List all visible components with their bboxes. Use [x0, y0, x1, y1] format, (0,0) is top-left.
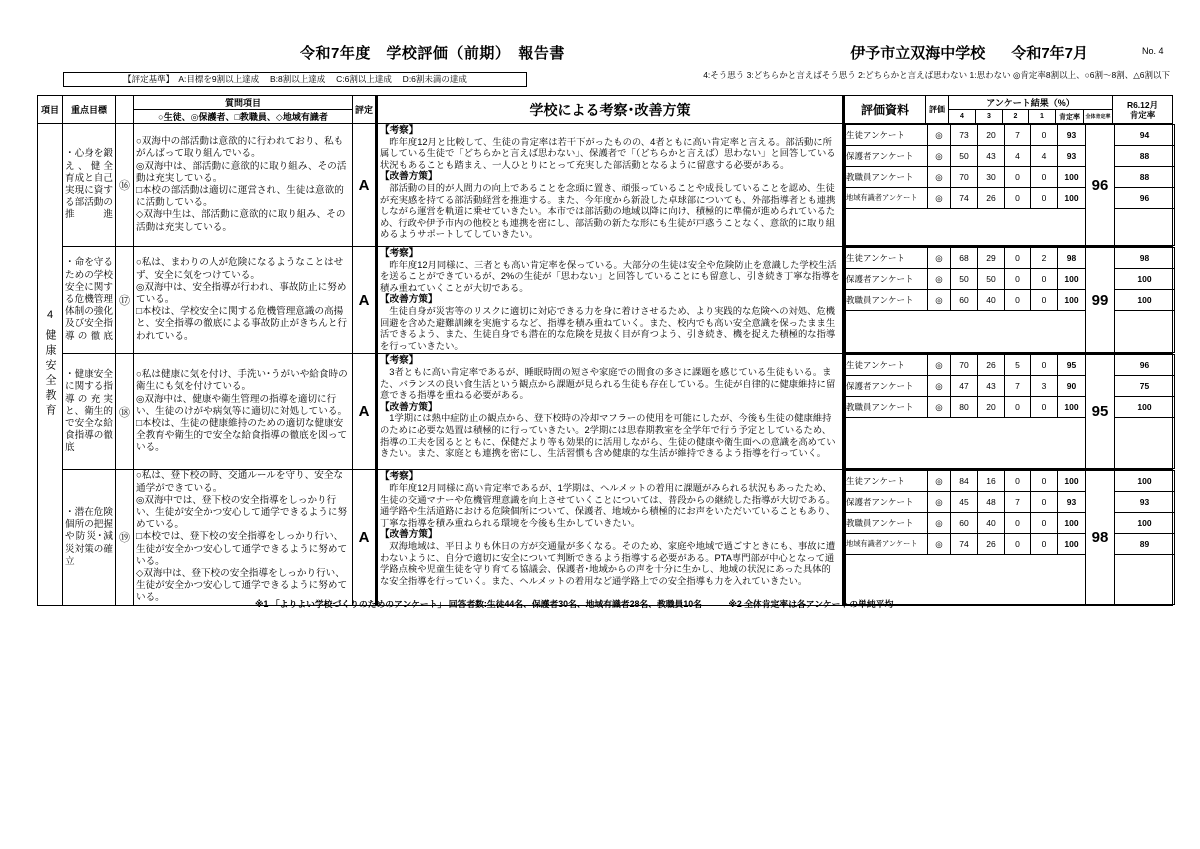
- analysis: [377, 470, 844, 605]
- survey-source: 生徒アンケート: [846, 248, 928, 269]
- survey-filler: [846, 418, 1175, 469]
- survey-cell: [844, 354, 1173, 470]
- survey-4: 70: [951, 167, 978, 188]
- survey-eval: ◎: [928, 248, 951, 269]
- survey-source: 地域有識者アンケート: [846, 188, 928, 209]
- survey-4: 50: [951, 269, 978, 290]
- survey-row: [846, 248, 1175, 269]
- rating: A: [353, 124, 377, 247]
- col-goal: 重点目標: [63, 96, 116, 124]
- survey-3: 20: [978, 397, 1005, 418]
- survey-row: [846, 167, 1175, 188]
- survey-3: 40: [978, 513, 1005, 534]
- survey-1: 4: [1031, 146, 1058, 167]
- survey-source: 教職員アンケート: [846, 290, 928, 311]
- survey-2: 5: [1005, 355, 1031, 376]
- col-num: [116, 96, 134, 124]
- survey-2: 0: [1005, 290, 1031, 311]
- survey-eval: ◎: [928, 167, 951, 188]
- survey-row: [846, 534, 1175, 555]
- rating: A: [353, 470, 377, 605]
- survey-2: 0: [1005, 513, 1031, 534]
- survey-row: [846, 376, 1175, 397]
- filler-cell: [846, 418, 1086, 469]
- survey-prev: 100: [1115, 290, 1175, 311]
- survey-eval: ◎: [928, 290, 951, 311]
- survey-4: 73: [951, 125, 978, 146]
- goal: ・潜在危険個所の把握や防災･減災対策の確立: [63, 470, 116, 605]
- survey-4: 60: [951, 513, 978, 534]
- survey-prev: 75: [1115, 376, 1175, 397]
- survey-3: 30: [978, 167, 1005, 188]
- survey-eval: ◎: [928, 146, 951, 167]
- question-number: ⑲: [116, 470, 134, 605]
- kousatsu-label: 【考察】: [380, 471, 419, 483]
- filler-cell: [1115, 555, 1175, 604]
- question-text: ○双海中の部活動は意欲的に行われており、私もがんばって取り組んでいる。 ◎双海中は、部活動に意欲的に取り組み、その活動は充実している。 □本校の部活動は適切に運営され、生徒は意欲的に活動している。 ◇双海中生は、部活動に意欲的に取り組み、その活動は充実している。: [136, 136, 347, 233]
- survey-row: [846, 492, 1175, 513]
- survey-prev: 96: [1115, 355, 1175, 376]
- evaluation-table: [37, 95, 1173, 606]
- survey-4: 68: [951, 248, 978, 269]
- survey-3: 26: [978, 188, 1005, 209]
- survey-3: 43: [978, 146, 1005, 167]
- kousatsu-label: 【考察】: [380, 248, 419, 259]
- survey-3: 16: [978, 471, 1005, 492]
- survey-2: 7: [1005, 376, 1031, 397]
- survey-prev: 100: [1115, 513, 1175, 534]
- survey-eval: ◎: [928, 376, 951, 397]
- survey-positive: 100: [1058, 188, 1086, 209]
- col-analysis: 学校による考察･改善方策: [377, 96, 844, 124]
- survey-table: [845, 470, 1175, 604]
- survey-positive: 100: [1058, 269, 1086, 290]
- survey-cell: [844, 470, 1173, 605]
- school-name: 伊予市立双海中学校: [850, 45, 986, 62]
- section-row: [38, 470, 1173, 605]
- questions: [134, 124, 353, 247]
- survey-positive: 100: [1058, 513, 1086, 534]
- question-number: ⑰: [116, 247, 134, 354]
- questions: [134, 247, 353, 354]
- survey-1: 0: [1031, 355, 1058, 376]
- survey-2: 0: [1005, 188, 1031, 209]
- overall-positive: 99: [1086, 248, 1115, 353]
- survey-1: 0: [1031, 125, 1058, 146]
- survey-row: [846, 471, 1175, 492]
- col-rating: 評定: [353, 96, 377, 124]
- survey-prev: 100: [1115, 471, 1175, 492]
- survey-positive: 98: [1058, 248, 1086, 269]
- survey-filler: [846, 209, 1175, 246]
- survey-eval: ◎: [928, 269, 951, 290]
- survey-4: 50: [951, 146, 978, 167]
- survey-filler: [846, 311, 1175, 353]
- survey-positive: 100: [1058, 290, 1086, 311]
- survey-4: 74: [951, 188, 978, 209]
- item-name: 健康安全教育: [44, 329, 56, 420]
- survey-row: [846, 397, 1175, 418]
- survey-3: 50: [978, 269, 1005, 290]
- survey-prev: 88: [1115, 146, 1175, 167]
- questions: [134, 354, 353, 470]
- survey-4: 70: [951, 355, 978, 376]
- survey-table: [845, 247, 1175, 353]
- rating: A: [353, 247, 377, 354]
- survey-3: 20: [978, 125, 1005, 146]
- col-prev-line2: 肯定率: [1129, 109, 1156, 120]
- col-4: 4: [949, 110, 976, 124]
- survey-4: 74: [951, 534, 978, 555]
- filler-cell: [846, 209, 1086, 246]
- survey-positive: 93: [1058, 492, 1086, 513]
- col-positive: 肯定率: [1056, 110, 1084, 124]
- survey-prev: 88: [1115, 167, 1175, 188]
- survey-eval: ◎: [928, 471, 951, 492]
- col-3: 3: [976, 110, 1003, 124]
- survey-positive: 95: [1058, 355, 1086, 376]
- survey-3: 29: [978, 248, 1005, 269]
- section-row: [38, 354, 1173, 470]
- survey-table: [845, 354, 1175, 469]
- survey-positive: 100: [1058, 397, 1086, 418]
- kaizen-text: 部活動の目的が人間力の向上であることを念頭に置き、頑張っていることや成長していることを認め、生徒が充実感を持てる部活動経営を推進する。また、今年度から新設した卓球部についても、外部指導者とも連携しながら運営を軌道に乗せていきたい。本市では部活動の地域以降に向け、積極的に準備が進められているため、行政や伊予市内の他校とも連携を密にし、部活動の新たな形にも生徒が戸惑うことなく、意欲的に取り組めるようサポートしてしていきたい。: [380, 182, 836, 240]
- survey-positive: 100: [1058, 167, 1086, 188]
- survey-2: 4: [1005, 146, 1031, 167]
- kaizen-text: 双海地域は、平日よりも休日の方が交通量が多くなる。そのため、家庭や地域で過ごすときにも、事故に遭わないように、自分で適切に安全について判断できるよう指導する必要がある。PTA専門部が中心となって通学路点検や児童生徒を守り育てる協議会、保護者･地域からの声を十分に生かし、地域の状況にあった具体的な安全指導を行っていく。また、ヘルメットの着用など通学路上での安全指導も力を入れていきたい。: [380, 540, 836, 586]
- survey-prev: 94: [1115, 125, 1175, 146]
- analysis: [377, 354, 844, 470]
- goal: ・健康安全に関する指導の充実と、衛生的で安全な給食指導の徹底: [63, 354, 116, 470]
- survey-4: 47: [951, 376, 978, 397]
- page-number: No. 4: [1142, 46, 1164, 56]
- report-title: 令和7年度 学校評価（前期） 報告書: [300, 45, 565, 62]
- survey-1: 2: [1031, 248, 1058, 269]
- col-source: 評価資料: [844, 96, 926, 124]
- survey-positive: 93: [1058, 125, 1086, 146]
- questions: [134, 470, 353, 605]
- survey-1: 0: [1031, 167, 1058, 188]
- rating-criteria: 【評定基準】 A:目標を9割以上達成 B:8割以上達成 C:6割以上達成 D:6割未満の達成: [63, 72, 527, 87]
- survey-source: 生徒アンケート: [846, 125, 928, 146]
- survey-eval: ◎: [928, 534, 951, 555]
- col-question: 質問項目: [134, 96, 353, 110]
- survey-prev: 93: [1115, 492, 1175, 513]
- survey-source: 生徒アンケート: [846, 355, 928, 376]
- kousatsu-text: 昨年度12月と比較して、生徒の肯定率は若干下がったものの、4者ともに高い肯定率と言える。部活動に所属している生徒で「どちらかと言えば思わない」、保護者で「（どちらかと言えば）思わない」と回答している状況もあることも踏まえ、一人ひとりにとって充実した部活動となるように留意する必要がある。: [380, 136, 836, 170]
- survey-source: 保護者アンケート: [846, 492, 928, 513]
- survey-4: 60: [951, 290, 978, 311]
- survey-prev: 89: [1115, 534, 1175, 555]
- kaizen-text: 生徒自身が災害等のリスクに適切に対応できる力を身に着けさせるため、より実践的な危険への対処、危機回避を含めた避難訓練を実施するなど、指導を積み重ねていく。また、校内でも高い安全意識を保ったまま生活できるよう、また、生徒自身でも潜在的な危険を見抜く目が育つよう、引き続き、機を捉えた積極的な指導を行っていきたい。: [380, 305, 836, 351]
- survey-eval: ◎: [928, 125, 951, 146]
- goal: ・命を守るための学校安全に関する危機管理体制の強化及び安全指導の徹底: [63, 247, 116, 354]
- survey-cell: [844, 124, 1173, 247]
- survey-row: [846, 146, 1175, 167]
- item-number: 4: [46, 309, 54, 322]
- survey-1: 0: [1031, 290, 1058, 311]
- item-cell: [38, 124, 63, 606]
- section-row: [38, 124, 1173, 247]
- goal: ・心身を鍛え、健全育成と自己実現に資する部活動の推進: [63, 124, 116, 247]
- survey-source: 生徒アンケート: [846, 471, 928, 492]
- survey-eval: ◎: [928, 188, 951, 209]
- survey-4: 80: [951, 397, 978, 418]
- rating: A: [353, 354, 377, 470]
- survey-row: [846, 125, 1175, 146]
- survey-2: 7: [1005, 492, 1031, 513]
- survey-1: 0: [1031, 397, 1058, 418]
- survey-row: [846, 355, 1175, 376]
- analysis: [377, 247, 844, 354]
- survey-2: 0: [1005, 167, 1031, 188]
- overall-positive: 98: [1086, 471, 1115, 604]
- survey-1: 0: [1031, 492, 1058, 513]
- survey-prev: 100: [1115, 269, 1175, 290]
- survey-row: [846, 269, 1175, 290]
- survey-eval: ◎: [928, 397, 951, 418]
- kousatsu-text: 昨年度12月同様に、三者とも高い肯定率を保っている。大部分の生徒は安全や危険防止を意識した学校生活を送ることができているが、2%の生徒が「思わない」と回答していることにも留意し、引き続き丁寧な指導を積み重ねていくことが大切である。: [380, 259, 840, 293]
- survey-positive: 100: [1058, 534, 1086, 555]
- school-date-group: [850, 42, 1088, 63]
- survey-3: 48: [978, 492, 1005, 513]
- survey-prev: 100: [1115, 397, 1175, 418]
- survey-4: 84: [951, 471, 978, 492]
- survey-eval: ◎: [928, 513, 951, 534]
- footnote: ※1 「よりよい学校づくりのためのアンケート」 回答者数:生徒44名、保護者30名、地域有識者28名、教職員10名 ※2 全体肯定率は各アンケートの単純平均: [255, 599, 894, 609]
- analysis: [377, 124, 844, 247]
- filler-cell: [1115, 418, 1175, 469]
- question-number: ⑱: [116, 354, 134, 470]
- survey-2: 0: [1005, 269, 1031, 290]
- col-eval: 評価: [926, 96, 949, 124]
- survey-3: 26: [978, 534, 1005, 555]
- survey-1: 3: [1031, 376, 1058, 397]
- col-1: 1: [1029, 110, 1056, 124]
- survey-prev: 96: [1115, 188, 1175, 209]
- survey-2: 0: [1005, 248, 1031, 269]
- col-2: 2: [1003, 110, 1029, 124]
- survey-4: 45: [951, 492, 978, 513]
- kaizen-label: 【改善方策】: [380, 294, 438, 306]
- filler-cell: [1115, 311, 1175, 353]
- survey-1: 0: [1031, 534, 1058, 555]
- survey-3: 43: [978, 376, 1005, 397]
- survey-filler: [846, 555, 1175, 604]
- survey-source: 教職員アンケート: [846, 397, 928, 418]
- survey-1: 0: [1031, 269, 1058, 290]
- question-number: ⑯: [116, 124, 134, 247]
- kousatsu-label: 【考察】: [380, 355, 419, 367]
- survey-positive: 90: [1058, 376, 1086, 397]
- kousatsu-label: 【考察】: [380, 125, 419, 136]
- survey-positive: 93: [1058, 146, 1086, 167]
- filler-cell: [846, 311, 1086, 353]
- section-row: [38, 247, 1173, 354]
- survey-1: 0: [1031, 471, 1058, 492]
- survey-2: 0: [1005, 397, 1031, 418]
- survey-1: 0: [1031, 513, 1058, 534]
- filler-cell: [1115, 209, 1175, 246]
- survey-eval: ◎: [928, 355, 951, 376]
- survey-2: 7: [1005, 125, 1031, 146]
- kaizen-label: 【改善方策】: [380, 171, 438, 183]
- survey-3: 26: [978, 355, 1005, 376]
- survey-row: [846, 513, 1175, 534]
- survey-prev: 98: [1115, 248, 1175, 269]
- kousatsu-text: 3者ともに高い肯定率であるが、睡眠時間の短さや家庭での間食の多さに課題を感じている生徒もいる。また、バランスの良い食生活という観点から課題が見られる生徒も存在している。生徒が自律的に健康維持に留意できる指導を重ねる必要がある。: [380, 366, 836, 401]
- survey-row: [846, 290, 1175, 311]
- survey-2: 0: [1005, 534, 1031, 555]
- kaizen-label: 【改善方策】: [380, 529, 438, 541]
- question-text: ○私は健康に気を付け、手洗い･うがいや給食時の衛生にも気を付けている。 ◎双海中は、健康や衛生管理の指導を適切に行い、生徒のけがや病気等に適切に対処している。 □本校は、生徒の健康維持のための適切な健康安全教育や衛生的で安全な給食指導の徹底を図っている。: [136, 369, 348, 454]
- survey-3: 40: [978, 290, 1005, 311]
- kaizen-text: 1学期には熱中症防止の観点から、登下校時の冷却マフラーの使用を可能にしたが、今後も生徒の健康維持のために必要な処置は積極的に行っていきたい。2学期には思春期教室を全学年で行う予定としているため、指導の工夫を図るとともに、保健だより等も効果的に活用しながら、生徒の健康や衛生面への意識を高めていきたい。また、家庭とも連携を密にし、生活習慣も含め健康的な生活が維持できるよう指導を行っていく。: [380, 413, 836, 459]
- col-prev: [1113, 96, 1173, 124]
- col-prev-line1: R6.12月: [1126, 99, 1159, 110]
- survey-source: 教職員アンケート: [846, 513, 928, 534]
- survey-source: 地域有識者アンケート: [846, 534, 928, 555]
- survey-positive: 100: [1058, 471, 1086, 492]
- kousatsu-text: 昨年度12月同様に高い肯定率であるが、1学期は、ヘルメットの着用に課題がみられる状況もあったため、生徒の交通マナーや危機管理意識を向上させていくことについては、普段からの継続した指導が大切である。通学路や生活道路における危険個所について、保護者、地域から積極的にお声をいただいていることもあり、丁寧な指導を積み重ねられる環境を今後も生かしていきたい。: [380, 482, 836, 528]
- col-item: 項目: [38, 96, 63, 124]
- question-text: ○私は、まわりの人が危険になるようなことはせず、安全に気をつけている。 ◎双海中は、安全指導が行われ、事故防止に努めている。 □本校は、学校安全に関する危機管理意識の高揚と、安全指導の徹底による事故防止がきちんと行われている。: [136, 257, 348, 342]
- col-question-sub: ○生徒、◎保護者、□教職員、◇地域有識者: [134, 110, 353, 124]
- overall-positive: 96: [1086, 125, 1115, 246]
- question-text: ○私は、登下校の時、交通ルールを守り、安全な通学ができている。 ◎双海中では、登下校の安全指導をしっかり行い、生徒が安全かつ安心して通学できるように努めている。 □本校では、登下校の安全指導をしっかり行い、生徒が安全かつ安心して通学できるように努めている。 ◇双海中は、登下校の安全指導をしっかり行い、生徒が安全かつ安心して通学できるように努めている。: [136, 470, 348, 604]
- survey-source: 保護者アンケート: [846, 376, 928, 397]
- survey-cell: [844, 247, 1173, 354]
- overall-positive: 95: [1086, 355, 1115, 469]
- survey-source: 保護者アンケート: [846, 269, 928, 290]
- col-overall: 全体肯定率: [1084, 110, 1113, 124]
- survey-1: 0: [1031, 188, 1058, 209]
- survey-legend: 4:そう思う 3:どちらかと言えばそう思う 2:どちらかと言えば思わない 1:思わない ◎肯定率8割以上、○6割～8割、△6割以下: [703, 70, 1170, 80]
- survey-row: [846, 188, 1175, 209]
- col-survey: アンケート結果（%）: [949, 96, 1113, 110]
- survey-source: 保護者アンケート: [846, 146, 928, 167]
- survey-source: 教職員アンケート: [846, 167, 928, 188]
- report-date: 令和7年7月: [1011, 45, 1088, 62]
- kaizen-label: 【改善方策】: [380, 401, 438, 413]
- survey-eval: ◎: [928, 492, 951, 513]
- survey-table: [845, 124, 1175, 246]
- survey-2: 0: [1005, 471, 1031, 492]
